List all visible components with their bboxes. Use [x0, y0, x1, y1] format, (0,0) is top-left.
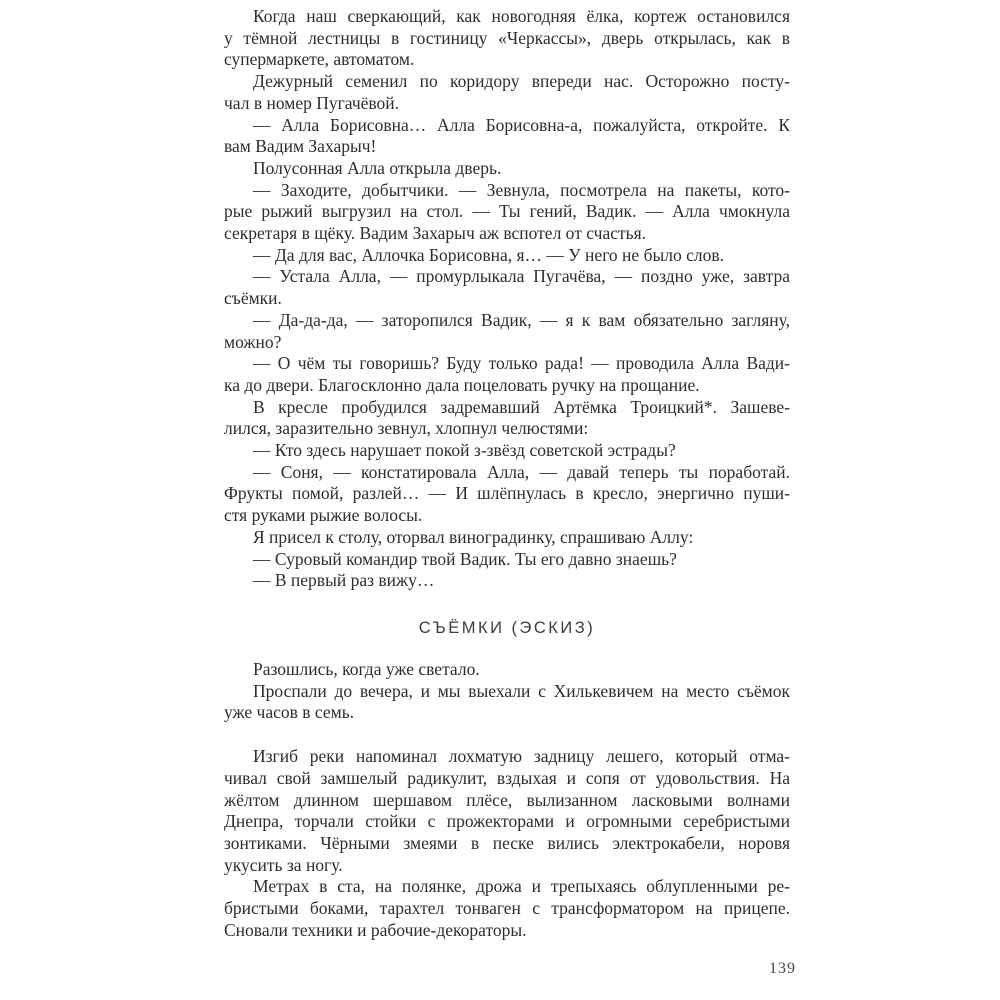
text-line: рые рыжий выгрузил на стол. — Ты гений, Вадик. — Алла чмокнула [224, 201, 790, 222]
text-line: жёлтом длинном шершавом плёсе, вылизанном ласковыми волнами [224, 789, 790, 810]
text-line: съёмки. [224, 288, 282, 309]
text-line: — О чём ты говоришь? Буду только рада! — проводила Алла Вади- [253, 353, 790, 374]
text-line: — Суровый командир твой Вадик. Ты его давно знаешь? [253, 548, 677, 569]
text-line: — Кто здесь нарушает покой з-звёзд советской эстрады? [253, 440, 676, 461]
paragraph [224, 245, 790, 267]
text-line: ка до двери. Благосклонно дала поцеловать ручку на прощание. [224, 374, 700, 395]
text-line: чивал свой замшелый радикулит, вздыхая и сопя от удовольствия. На [224, 767, 790, 788]
text-column [224, 6, 790, 941]
paragraph [224, 158, 790, 180]
text-line: зонтиками. Чёрными змеями в песке вились электрокабели, норовя [224, 832, 790, 853]
paragraph [224, 876, 790, 941]
text-line: Дежурный семенил по коридору впереди нас. Осторожно посту- [253, 71, 790, 92]
text-line: — Да для вас, Аллочка Борисовна, я… — У него не было слов. [253, 244, 724, 265]
paragraph [224, 746, 790, 876]
paragraph [224, 266, 790, 309]
text-line: — Да-да-да, — заторопился Вадик, — я к вам обязательно загляну, [253, 309, 790, 330]
body-section-1 [224, 6, 790, 592]
paragraph [224, 353, 790, 396]
body-section-2 [224, 659, 790, 724]
paragraph [224, 527, 790, 549]
text-line: секретаря в щёку. Вадим Захарыч аж вспотел от счастья. [224, 223, 647, 244]
text-line: В кресле пробудился задремавший Артёмка Троицкий*. Зашеве- [253, 396, 790, 417]
text-line: Изгиб реки напоминал лохматую задницу лешего, который отма- [253, 746, 790, 767]
text-line: — Заходите, добытчики. — Зевнула, посмотрела на пакеты, кото- [253, 179, 790, 200]
text-line: лился, заразительно зевнул, хлопнул челюстями: [224, 418, 589, 439]
paragraph [224, 681, 790, 724]
paragraph [224, 549, 790, 571]
text-line: уже часов в семь. [224, 702, 355, 723]
text-line: Фрукты помой, разлей… — И шлёпнулась в кресло, энергично пуши- [224, 483, 790, 504]
text-line: — В первый раз вижу… [253, 570, 435, 591]
paragraph [224, 462, 790, 527]
paragraph [224, 180, 790, 245]
chapter-heading: СЪЁМКИ (ЭСКИЗ) [418, 618, 596, 637]
text-line: — Алла Борисовна… Алла Борисовна-а, пожалуйста, откройте. К [253, 114, 790, 135]
text-line: Разошлись, когда уже светало. [253, 658, 480, 679]
text-line: бристыми боками, тарахтел тонваген с трансформатором на прицепе. [224, 898, 790, 919]
text-line: супермаркете, автоматом. [224, 49, 415, 70]
paragraph [224, 570, 790, 592]
text-line: вам Вадим Захарыч! [224, 136, 377, 157]
text-line: стя руками рыжие волосы. [224, 505, 423, 526]
text-line: у тёмной лестницы в гостиницу «Черкассы», дверь открылась, как в [224, 27, 790, 48]
text-line: можно? [224, 331, 282, 352]
text-line: Сновали техники и рабочие-декораторы. [224, 919, 527, 940]
text-line: — Соня, — констатировала Алла, — давай теперь ты поработай. [253, 461, 790, 482]
paragraph [224, 71, 790, 114]
text-line: Метрах в ста, на полянке, дрожа и трепыхаясь облупленными ре- [253, 876, 790, 897]
text-line: Полусонная Алла открыла дверь. [253, 157, 502, 178]
page-number: 139 [769, 960, 796, 977]
paragraph [224, 397, 790, 440]
paragraph [224, 6, 790, 71]
text-line: Когда наш сверкающий, как новогодняя ёлка, кортеж остановился [253, 6, 790, 26]
paragraph [224, 440, 790, 462]
text-line: Проспали до вечера, и мы выехали с Хилькевичем на место съёмок [253, 680, 790, 701]
body-section-3 [224, 746, 790, 941]
text-line: — Устала Алла, — промурлыкала Пугачёва, — поздно уже, завтра [253, 266, 790, 287]
paragraph [224, 115, 790, 158]
paragraph [224, 310, 790, 353]
text-line: Днепра, торчали стойки с прожекторами и огромными серебристыми [224, 811, 790, 832]
text-line: чал в номер Пугачёвой. [224, 92, 400, 113]
text-line: Я присел к столу, оторвал виноградинку, спрашиваю Аллу: [253, 526, 694, 547]
text-line: укусить за ногу. [224, 854, 343, 875]
paragraph [224, 659, 790, 681]
